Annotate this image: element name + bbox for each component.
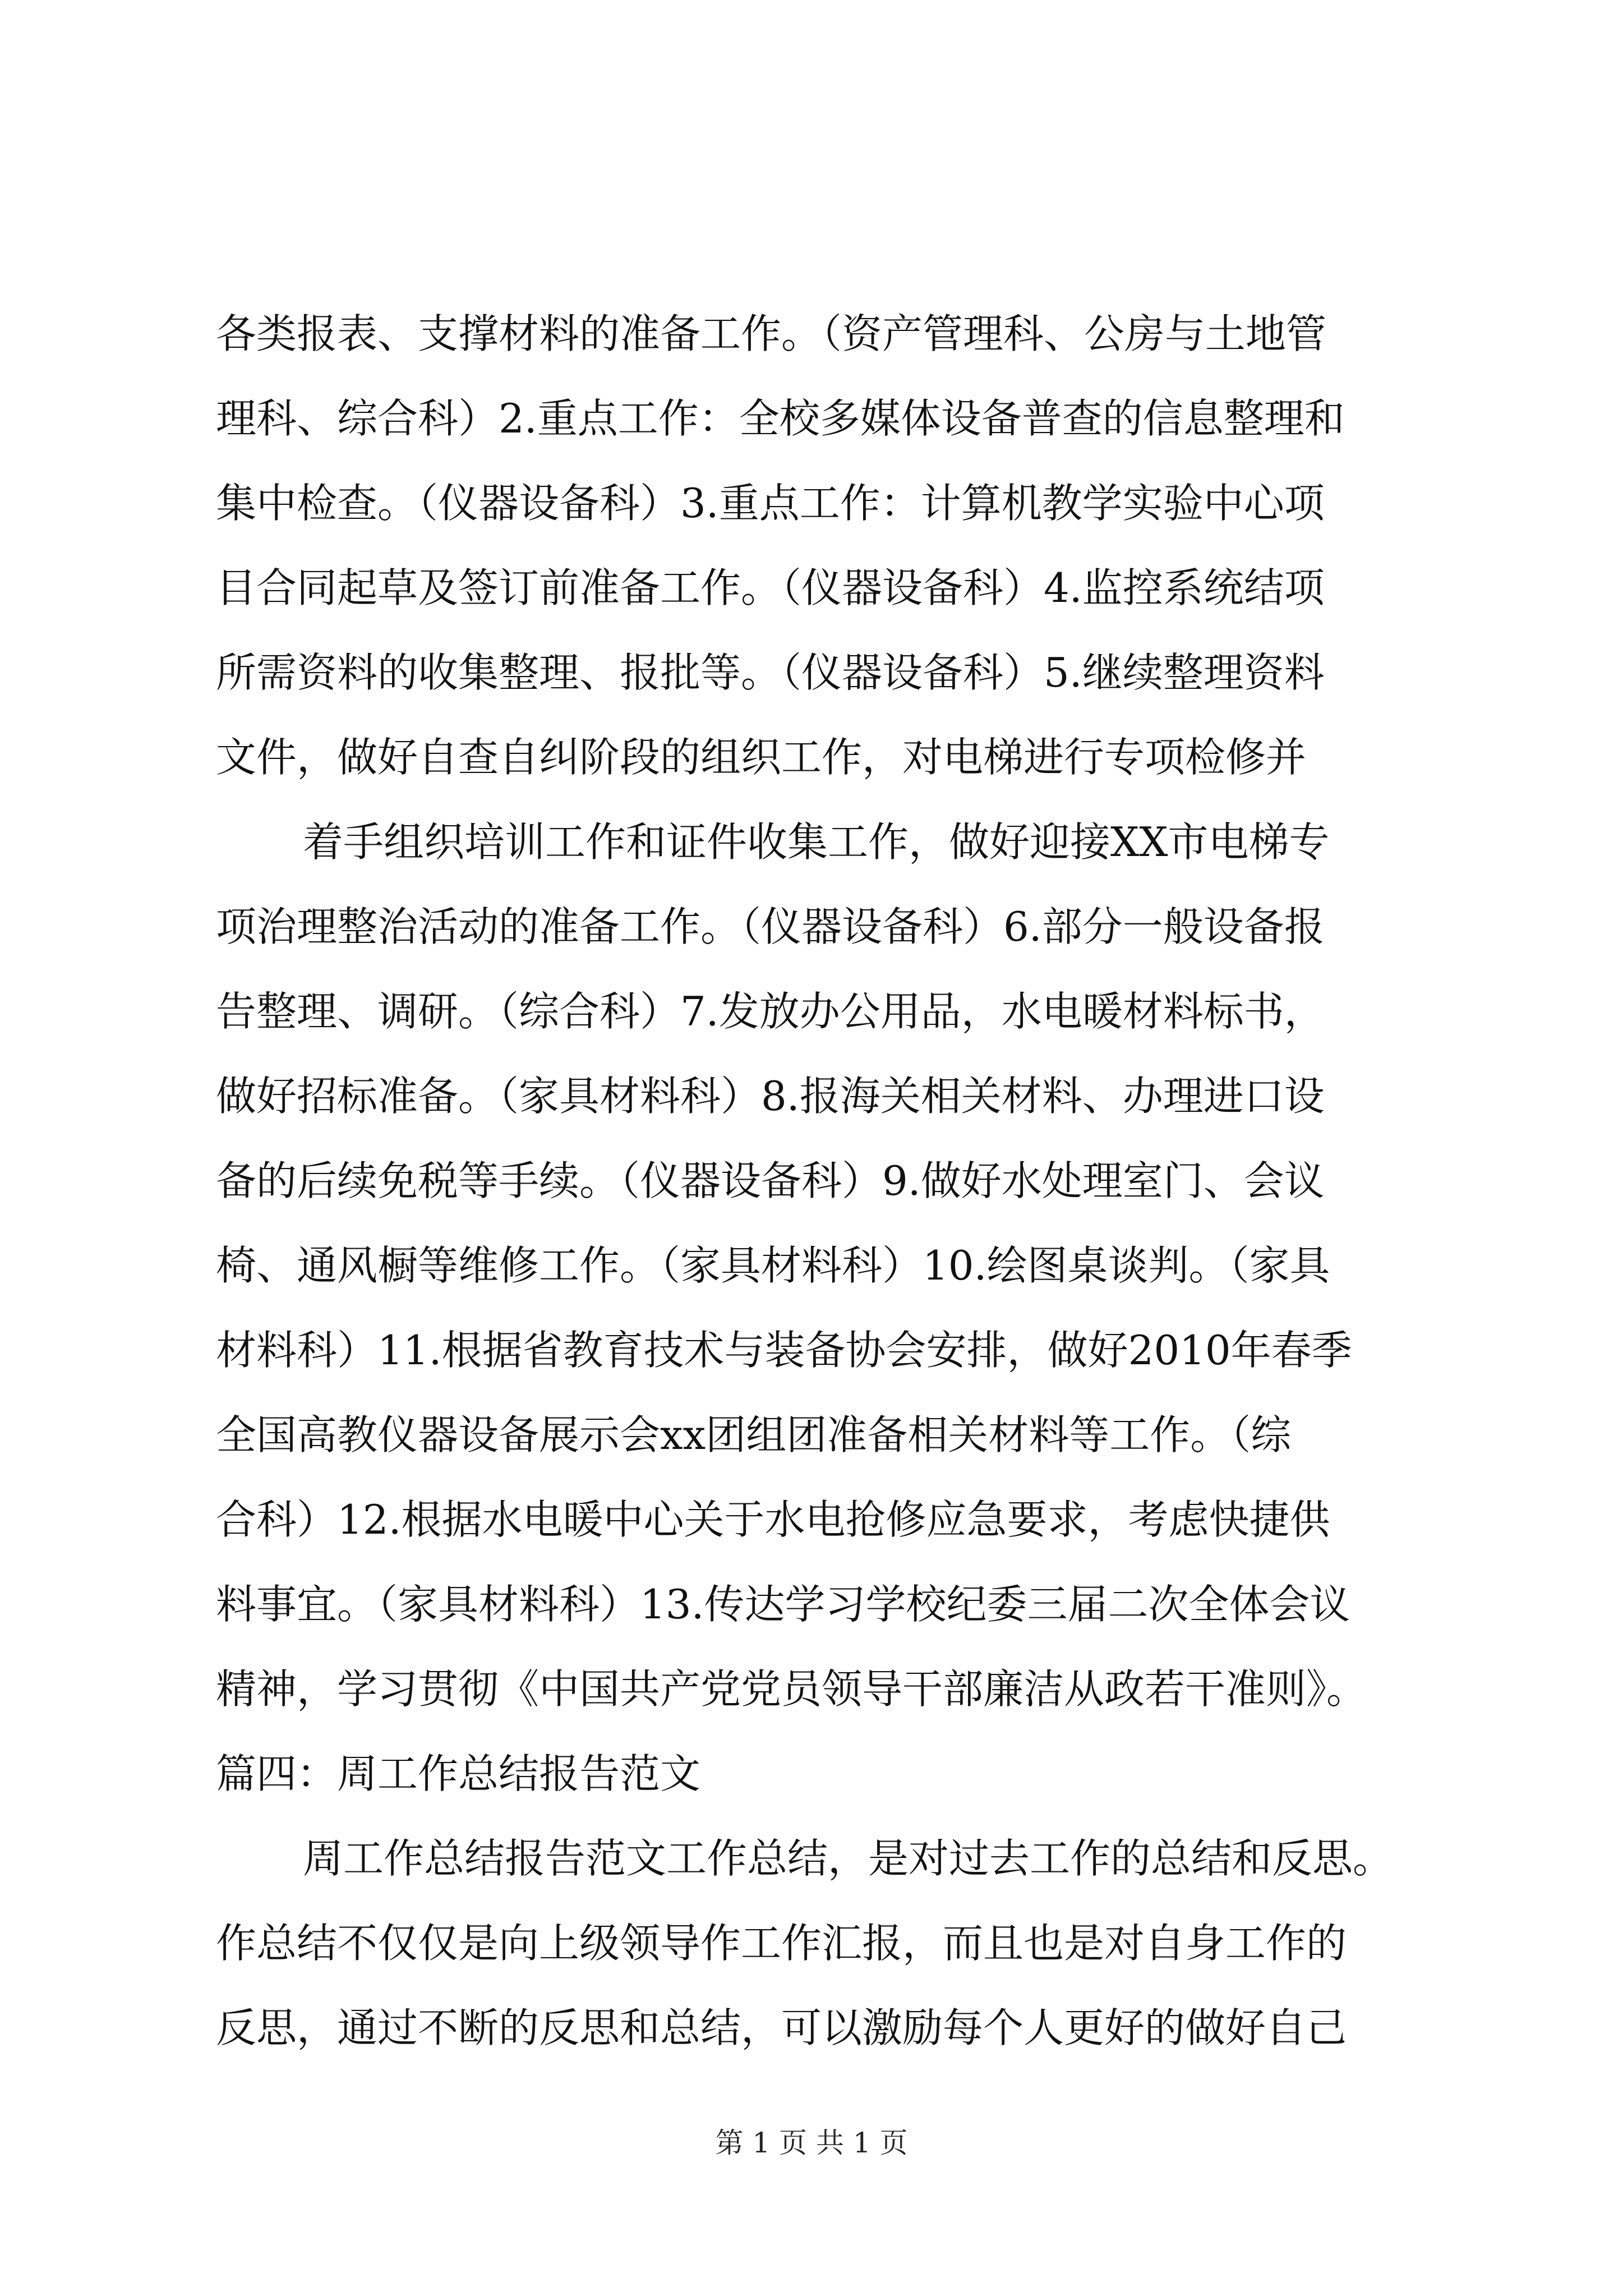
body-line: 理科、综合科）2.重点工作：全校多媒体设备普查的信息整理和	[216, 395, 1345, 442]
body-line: 目合同起草及签订前准备工作。（仪器设备科）4.监控系统结项	[216, 564, 1325, 611]
body-line: 椅、通风橱等维修工作。（家具材料科）10.绘图桌谈判。（家具	[216, 1242, 1330, 1289]
body-line: 全国高教仪器设备展示会xx团组团准备相关材料等工作。（综	[216, 1411, 1292, 1458]
body-line: 作总结不仅仅是向上级领导作工作汇报，而且也是对自身工作的	[216, 1920, 1347, 1967]
paragraph-start-line: 周工作总结报告范文工作总结，是对过去工作的总结和反思。	[303, 1835, 1394, 1882]
body-line: 告整理、调研。（综合科）7.发放办公用品，水电暖材料标书，	[216, 988, 1325, 1035]
section-heading: 篇四：周工作总结报告范文	[216, 1750, 701, 1797]
body-line: 精神，学习贯彻《中国共产党党员领导干部廉洁从政若干准则》。	[216, 1665, 1367, 1713]
paragraph-start-line: 着手组织培训工作和证件收集工作，做好迎接XX市电梯专	[303, 818, 1330, 866]
body-line: 文件，做好自查自纠阶段的组织工作，对电梯进行专项检修并	[216, 734, 1307, 781]
body-line: 备的后续免税等手续。（仪器设备科）9.做好水处理室门、会议	[216, 1157, 1325, 1204]
body-line: 所需资料的收集整理、报批等。（仪器设备科）5.继续整理资料	[216, 649, 1325, 696]
body-line: 材料科）11.根据省教育技术与装备协会安排，做好2010年春季	[216, 1327, 1352, 1374]
body-line: 反思，通过不断的反思和总结，可以激励每个人更好的做好自己	[216, 2004, 1347, 2051]
body-line: 项治理整治活动的准备工作。（仪器设备科）6.部分一般设备报	[216, 903, 1325, 950]
body-line: 料事宜。（家具材料科）13.传达学习学校纪委三届二次全体会议	[216, 1581, 1350, 1628]
body-line: 合科）12.根据水电暖中心关于水电抢修应急要求，考虑快捷供	[216, 1496, 1330, 1543]
body-line: 集中检查。（仪器设备科）3.重点工作：计算机教学实验中心项	[216, 480, 1325, 527]
body-line: 各类报表、支撑材料的准备工作。（资产管理科、公房与土地管	[216, 310, 1327, 357]
page-number-footer: 第 1 页 共 1 页	[715, 2127, 908, 2159]
document-body	[216, 292, 1427, 2070]
body-line: 做好招标准备。（家具材料科）8.报海关相关材料、办理进口设	[216, 1073, 1325, 1120]
